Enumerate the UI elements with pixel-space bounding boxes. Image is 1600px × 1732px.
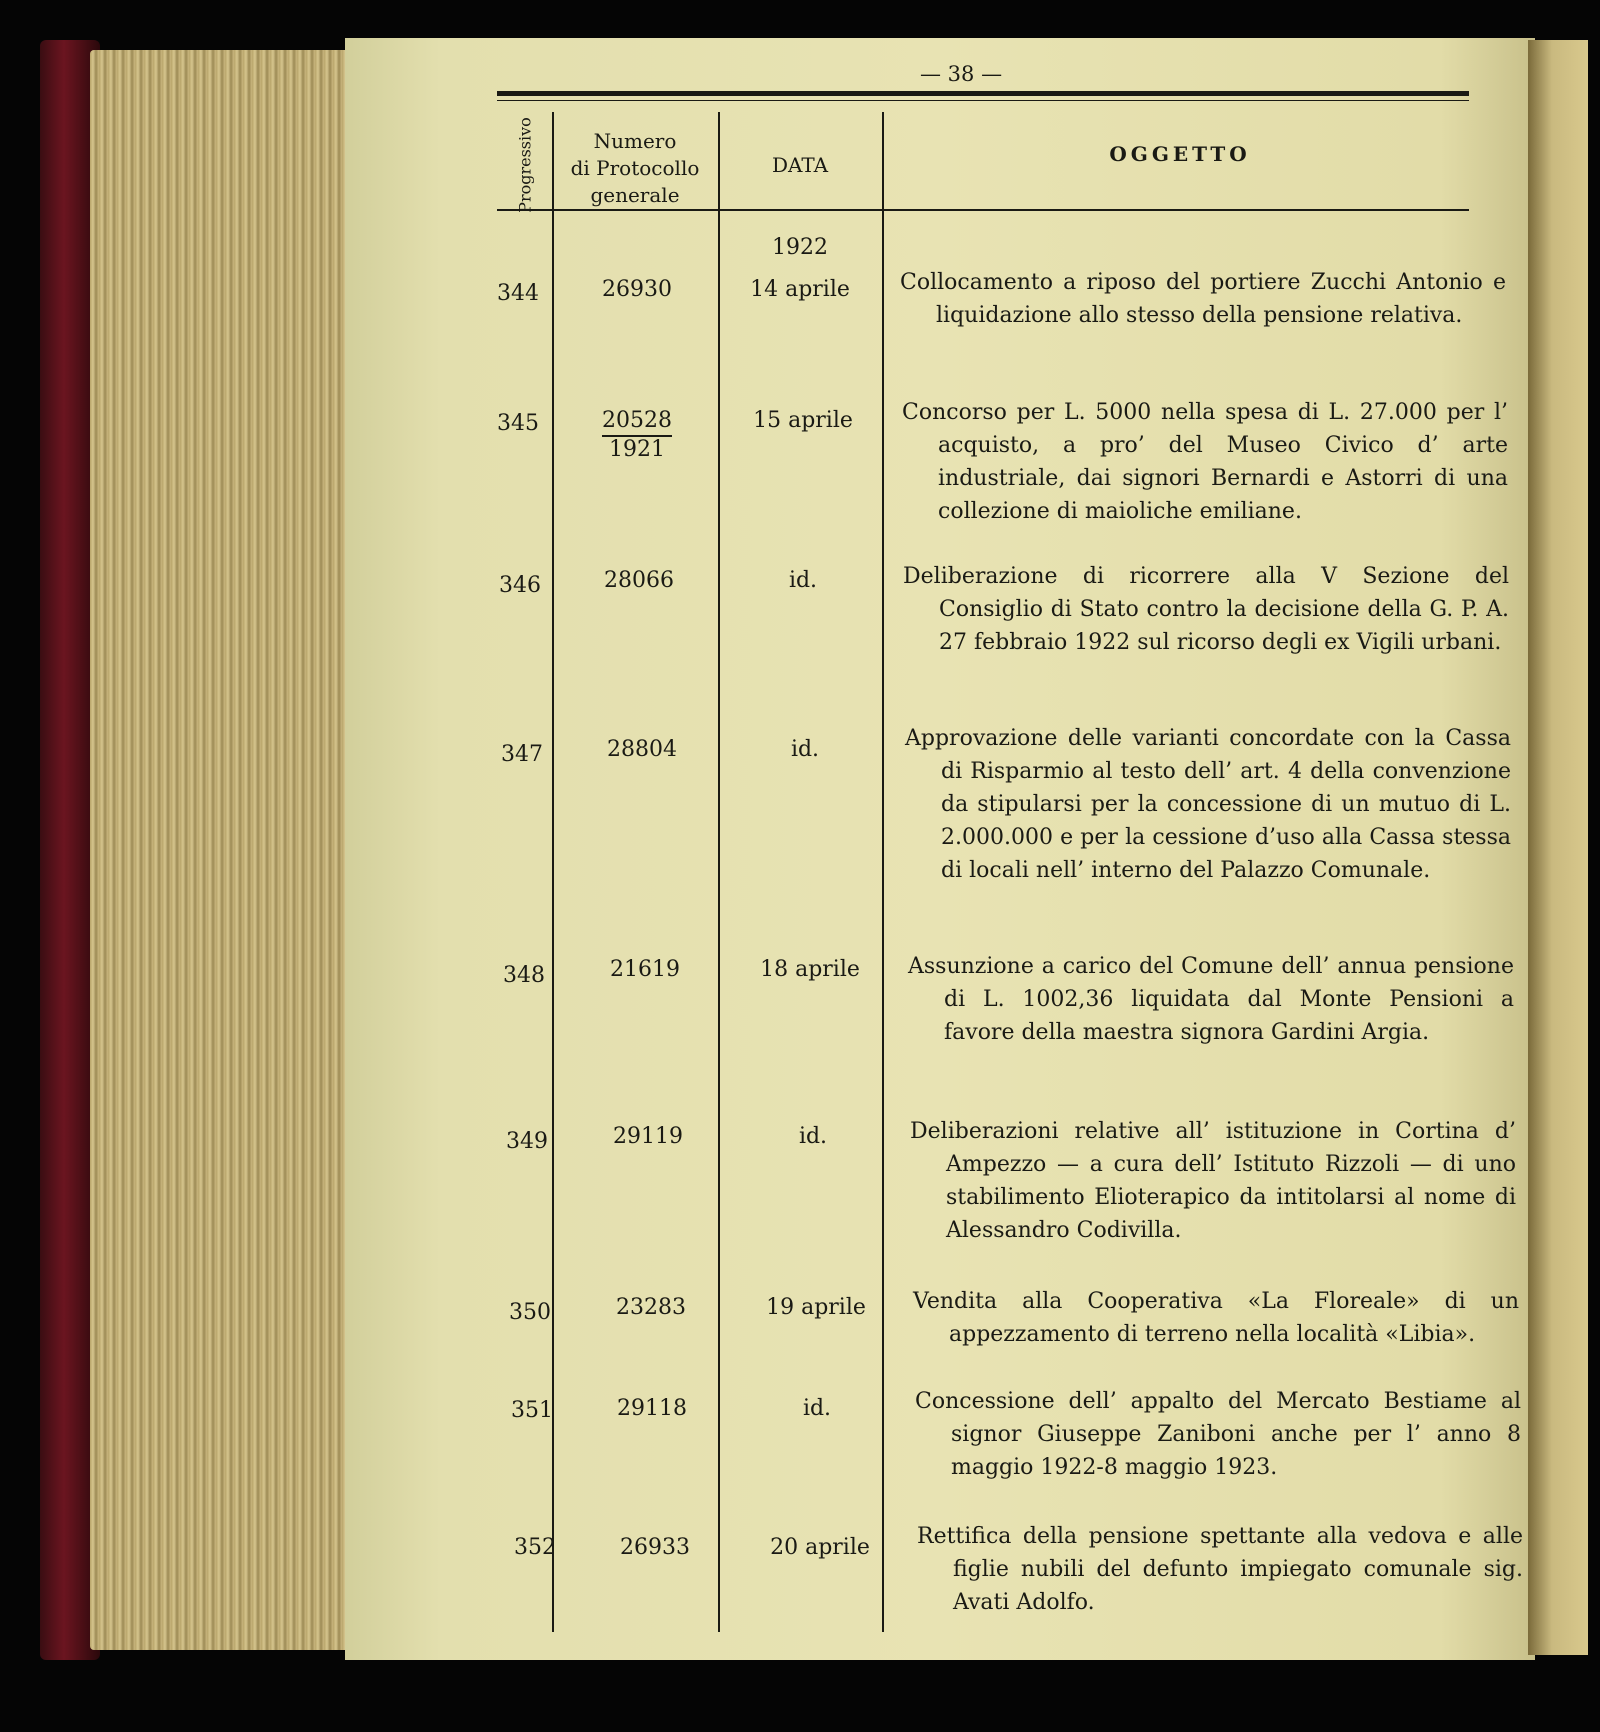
protocol-number: 28804	[607, 737, 677, 762]
header-oggetto: OGGETTO	[1109, 142, 1251, 166]
protocol-number	[582, 408, 692, 462]
table-header-rule	[497, 209, 1469, 211]
entry-date: id.	[788, 568, 818, 593]
entry-number: 344	[497, 281, 539, 306]
entry-subject: Deliberazioni relative all’ istituzione in Cortina d’ Ampezzo — a cura dell’ Istituto Rizzoli — di uno stabilimento Elioterapico da intitolarsi al nome di Alessandro Codivilla.	[910, 1119, 1516, 1243]
header-protocollo: Numero di Protocollo generale	[570, 129, 700, 207]
entry-subject: Deliberazione di ricorrere alla V Sezione del Consiglio di Stato contro la decisione della G. P. A. 27 febbraio 1922 sul ricorso degli ex Vigili urbani.	[903, 564, 1509, 655]
page-edges	[90, 50, 350, 1650]
entry-number: 348	[503, 963, 545, 988]
protocol-number: 28066	[604, 568, 674, 593]
entry-number: 347	[501, 742, 543, 767]
entry-number: 349	[506, 1129, 548, 1154]
entry-date: 18 aprile	[760, 957, 860, 982]
entry-date: 20 aprile	[770, 1535, 870, 1560]
entry-date: id.	[798, 1124, 828, 1149]
entry-subject: Concessione dell’ appalto del Mercato Bestiame al signor Giuseppe Zaniboni anche per l’ anno 8 maggio 1922-8 maggio 1923.	[915, 1389, 1521, 1480]
page-number: — 38 —	[920, 62, 1003, 86]
entry-number: 345	[497, 411, 539, 436]
entry-date: id.	[802, 1396, 832, 1421]
protocol-denominator: 1921	[602, 435, 672, 462]
protocol-numerator: 20528	[602, 408, 672, 433]
entry-subject: Approvazione delle varianti concordate con la Cassa di Risparmio al testo dell’ art. 4 della convenzione da stipularsi per la concessione di un mutuo di L. 2.000.000 e per la cessione d’uso alla Cassa stessa di locali nell’ interno del Palazzo Comunale.	[905, 726, 1511, 883]
entry-number: 346	[499, 573, 541, 598]
entry-subject: Concorso per L. 5000 nella spesa di L. 27.000 per l’ acquisto, a pro’ del Museo Civico d’ arte industriale, dai signori Bernardi e Astorri di una collezione di maioliche emiliane.	[902, 400, 1508, 524]
facing-page-edge	[1528, 40, 1588, 1655]
entry-date: 19 aprile	[766, 1295, 866, 1320]
column-divider	[718, 112, 720, 1632]
protocol-number: 26930	[602, 277, 672, 302]
entry-date: 15 aprile	[753, 408, 853, 433]
protocol-number: 26933	[620, 1535, 690, 1560]
year-label: 1922	[772, 235, 828, 260]
entry-subject: Assunzione a carico del Comune dell’ annua pensione di L. 1002,36 liquidata dal Monte Pensioni a favore della maestra signora Gardini Argia.	[908, 954, 1514, 1045]
entry-date: 14 aprile	[750, 277, 850, 302]
protocol-number: 23283	[616, 1295, 686, 1320]
protocol-number: 29119	[613, 1124, 683, 1149]
protocol-number: 21619	[610, 957, 680, 982]
entry-date: id.	[790, 737, 820, 762]
entry-number: 352	[514, 1535, 556, 1560]
entry-subject: Vendita alla Cooperativa «La Floreale» di un appezzamento di terreno nella località «Libia».	[913, 1289, 1519, 1347]
table-top-rule	[497, 91, 1469, 96]
table-top-rule-thin	[497, 100, 1469, 101]
entry-number: 350	[509, 1300, 551, 1325]
header-data: DATA	[771, 153, 829, 177]
protocol-number: 29118	[617, 1396, 687, 1421]
entry-number: 351	[511, 1398, 553, 1423]
entry-subject: Rettifica della pensione spettante alla vedova e alle figlie nubili del defunto impiegato comunale sig. Avati Adolfo.	[917, 1524, 1523, 1615]
header-progressivo: Progressivo	[515, 117, 535, 213]
entry-subject: Collocamento a riposo del portiere Zucchi Antonio e liquidazione allo stesso della pensione relativa.	[900, 270, 1506, 328]
